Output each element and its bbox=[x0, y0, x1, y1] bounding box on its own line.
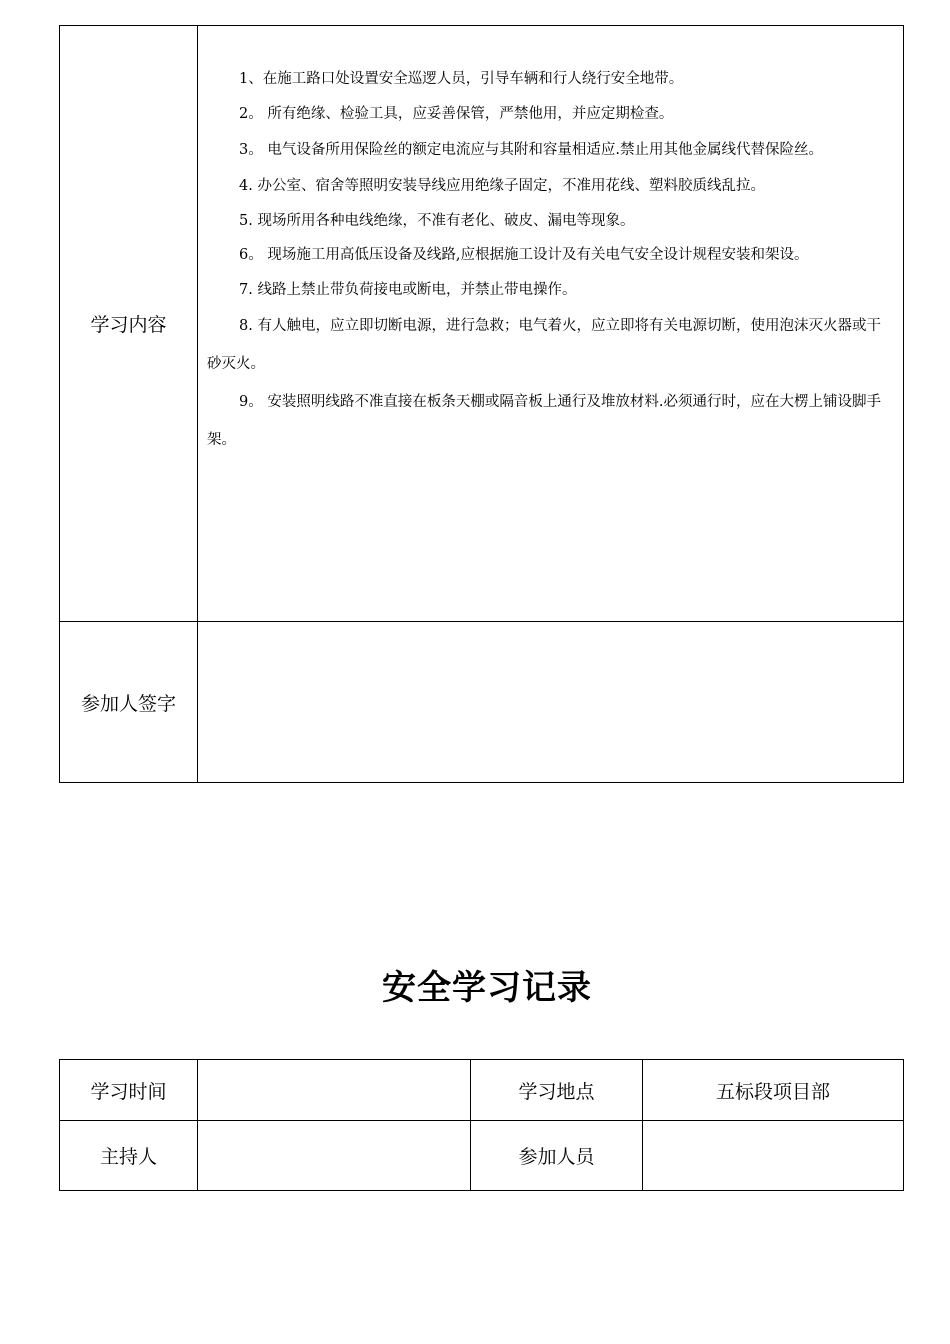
signature-label: 参加人签字 bbox=[60, 622, 198, 783]
content-item-1: 1、在施工路口处设置安全巡逻人员，引导车辆和行人绕行安全地带。 bbox=[239, 71, 684, 87]
content-label: 学习内容 bbox=[60, 26, 198, 622]
host-label: 主持人 bbox=[60, 1121, 198, 1191]
content-item-3: 3。 电气设备所用保险丝的额定电流应与其附和容量相适应.禁止用其他金属线代替保险丝。 bbox=[239, 142, 823, 158]
content-item-7: 7. 线路上禁止带负荷接电或断电，并禁止带电操作。 bbox=[239, 281, 577, 298]
content-item-8: 8. 有人触电，应立即切断电源，进行急救；电气着火，应立即将有关电源切断，使用泡沫灭火器或干砂灭火。 bbox=[207, 318, 881, 372]
study-content-table bbox=[59, 25, 904, 783]
location-field[interactable]: 五标段项目部 bbox=[643, 1060, 904, 1121]
time-label: 学习时间 bbox=[60, 1060, 198, 1121]
content-item-5: 5. 现场所用各种电线绝缘，不准有老化、破皮、漏电等现象。 bbox=[239, 212, 635, 229]
participants-label: 参加人员 bbox=[471, 1121, 643, 1191]
time-field[interactable] bbox=[198, 1060, 471, 1121]
content-item-4: 4. 办公室、宿舍等照明安装导线应用绝缘子固定，不准用花线、塑料胶质线乱拉。 bbox=[239, 178, 765, 194]
participants-field[interactable] bbox=[643, 1121, 904, 1191]
content-cell bbox=[198, 26, 904, 622]
content-item-9: 9。 安装照明线路不准直接在板条天棚或隔音板上通行及堆放材料.必须通行时，应在大楞上铺设脚手架。 bbox=[207, 394, 881, 448]
study-record-table bbox=[59, 1059, 904, 1191]
host-field[interactable] bbox=[198, 1121, 471, 1191]
location-label: 学习地点 bbox=[471, 1060, 643, 1121]
content-item-2: 2。 所有绝缘、检验工具，应妥善保管，严禁他用，并应定期检查。 bbox=[239, 105, 674, 122]
signature-field[interactable] bbox=[198, 622, 904, 783]
page-title: 安全学习记录 bbox=[382, 968, 592, 1008]
content-item-6: 6。 现场施工用高低压设备及线路,应根据施工设计及有关电气安全设计规程安装和架设。 bbox=[239, 247, 809, 263]
